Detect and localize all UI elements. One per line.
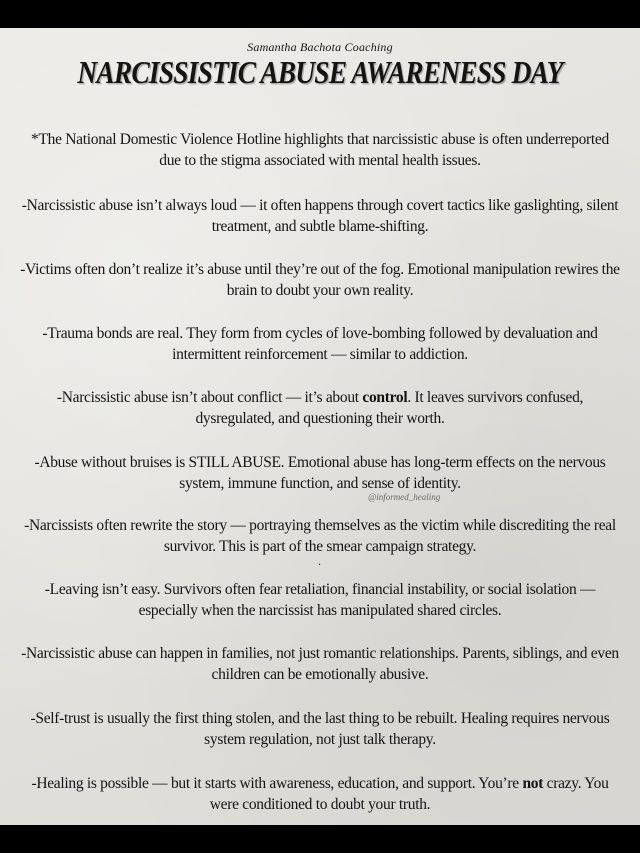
paragraph-6: -Abuse without bruises is STILL ABUSE. Emotional abuse has long-term effects on the nervous system, immune function, and sense of identity. [34, 454, 606, 492]
paragraph-11: -Healing is possible — but it starts with awareness, education, and support. You’re not crazy. You were conditioned to doubt your truth. [31, 775, 609, 813]
post-card [0, 28, 640, 825]
paragraph-2: -Narcissistic abuse isn’t always loud — it often happens through covert tactics like gaslighting, silent treatment, and subtle blame-shifting. [21, 197, 619, 235]
paragraph-3: -Victims often don’t realize it’s abuse until they’re out of the fog. Emotional manipulation rewires the brain to doubt your own reality. [20, 261, 620, 299]
paragraph-7: -Narcissists often rewrite the story — portraying themselves as the victim while discrediting the real survivor. This is part of the smear campaign strategy. [24, 517, 616, 555]
paragraph-1: *The National Domestic Violence Hotline highlights that narcissistic abuse is often underreported due to the stigma associated with mental health issues. [31, 131, 609, 169]
watermark-handle: @informed_healing [368, 492, 441, 502]
author-line: Samantha Bachota Coaching [247, 40, 393, 54]
paragraph-5: -Narcissistic abuse isn’t about conflict — it’s about control. It leaves survivors confused, dysregulated, and questioning their worth. [56, 389, 584, 427]
paragraph-9: -Narcissistic abuse can happen in families, not just romantic relationships. Parents, siblings, and even children can be emotionally abusive. [21, 645, 619, 683]
separator-dot: . [318, 554, 321, 568]
paragraph-4: -Trauma bonds are real. They form from cycles of love-bombing followed by devaluation and intermittent reinforcement — similar to addiction. [42, 325, 598, 363]
paragraph-10: -Self-trust is usually the first thing stolen, and the last thing to be rebuilt. Healing requires nervous system regulation, not just talk therapy. [30, 710, 610, 748]
page-title: NARCISSISTIC ABUSE AWARENESS DAY [77, 54, 563, 90]
paragraph-8: -Leaving isn’t easy. Survivors often fear retaliation, financial instability, or social isolation — especially when the narcissist has manipulated shared circles. [44, 581, 596, 619]
